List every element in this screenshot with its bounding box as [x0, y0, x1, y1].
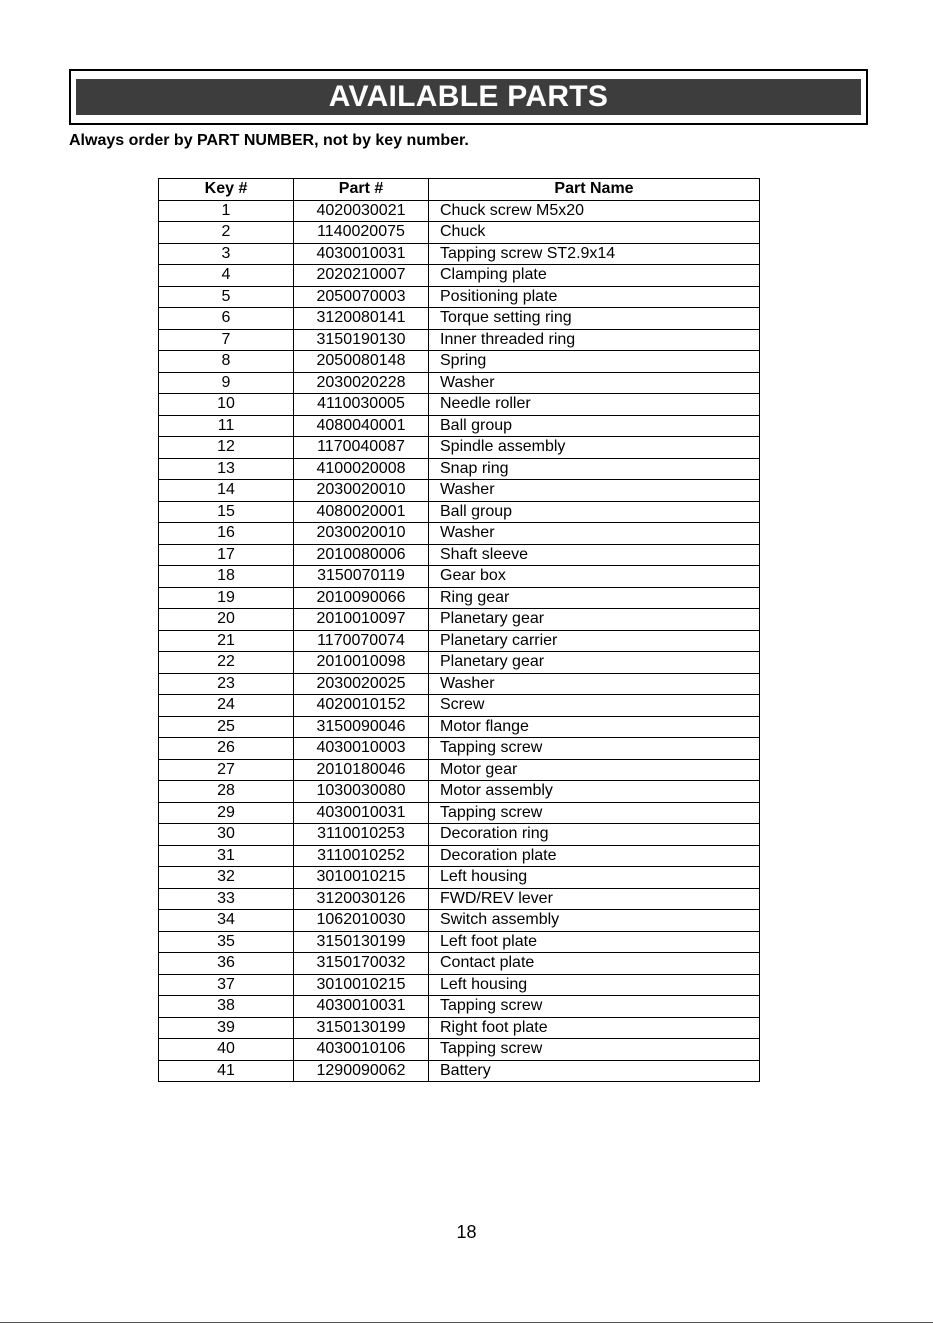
part-name-cell: Motor flange — [429, 716, 760, 738]
part-number-cell: 4020010152 — [294, 695, 429, 717]
part-number-cell: 1170070074 — [294, 630, 429, 652]
part-number-cell: 3150170032 — [294, 953, 429, 975]
key-cell: 13 — [159, 458, 294, 480]
table-row — [159, 845, 760, 867]
part-name-cell: Snap ring — [429, 458, 760, 480]
part-name-cell: Shaft sleeve — [429, 544, 760, 566]
part-number-cell: 2050070003 — [294, 286, 429, 308]
table-row — [159, 695, 760, 717]
part-name-cell: Spindle assembly — [429, 437, 760, 459]
part-number-cell: 3120030126 — [294, 888, 429, 910]
table-row — [159, 480, 760, 502]
part-number-cell: 4020030021 — [294, 200, 429, 222]
table-row — [159, 1017, 760, 1039]
key-cell: 24 — [159, 695, 294, 717]
key-cell: 3 — [159, 243, 294, 265]
key-cell: 6 — [159, 308, 294, 330]
part-name-cell: Screw — [429, 695, 760, 717]
key-cell: 37 — [159, 974, 294, 996]
part-name-cell: Gear box — [429, 566, 760, 588]
key-cell: 4 — [159, 265, 294, 287]
part-name-cell: FWD/REV lever — [429, 888, 760, 910]
table-row — [159, 566, 760, 588]
part-name-cell: Clamping plate — [429, 265, 760, 287]
key-cell: 30 — [159, 824, 294, 846]
part-name-cell: Chuck — [429, 222, 760, 244]
key-cell: 27 — [159, 759, 294, 781]
part-number-cell: 2030020228 — [294, 372, 429, 394]
key-cell: 35 — [159, 931, 294, 953]
key-cell: 23 — [159, 673, 294, 695]
part-number-cell: 2030020025 — [294, 673, 429, 695]
table-row — [159, 716, 760, 738]
table-row — [159, 544, 760, 566]
part-name-cell: Decoration ring — [429, 824, 760, 846]
part-name-cell: Ball group — [429, 501, 760, 523]
part-number-cell: 2010010098 — [294, 652, 429, 674]
key-cell: 21 — [159, 630, 294, 652]
key-cell: 26 — [159, 738, 294, 760]
key-cell: 8 — [159, 351, 294, 373]
table-row — [159, 587, 760, 609]
page-number: 18 — [456, 1222, 477, 1242]
part-name-cell: Tapping screw ST2.9x14 — [429, 243, 760, 265]
table-row — [159, 243, 760, 265]
table-row — [159, 759, 760, 781]
part-number-cell: 4080040001 — [294, 415, 429, 437]
part-name-cell: Motor assembly — [429, 781, 760, 803]
part-name-cell: Ring gear — [429, 587, 760, 609]
part-number-cell: 2010180046 — [294, 759, 429, 781]
table-row — [159, 501, 760, 523]
table-row — [159, 351, 760, 373]
part-name-cell: Positioning plate — [429, 286, 760, 308]
page-title: AVAILABLE PARTS — [76, 79, 861, 115]
part-name-cell: Needle roller — [429, 394, 760, 416]
part-number-cell: 4100020008 — [294, 458, 429, 480]
key-cell: 11 — [159, 415, 294, 437]
part-name-cell: Washer — [429, 480, 760, 502]
table-row — [159, 953, 760, 975]
part-number-cell: 1030030080 — [294, 781, 429, 803]
key-cell: 36 — [159, 953, 294, 975]
part-name-cell: Washer — [429, 673, 760, 695]
table-row — [159, 222, 760, 244]
part-number-cell: 4030010031 — [294, 802, 429, 824]
part-number-cell: 2010010097 — [294, 609, 429, 631]
part-number-cell: 3150190130 — [294, 329, 429, 351]
key-cell: 10 — [159, 394, 294, 416]
table-row — [159, 738, 760, 760]
table-row — [159, 652, 760, 674]
column-header-part-name: Part Name — [429, 179, 760, 201]
part-name-cell: Tapping screw — [429, 738, 760, 760]
part-number-cell: 4030010003 — [294, 738, 429, 760]
part-name-cell: Planetary carrier — [429, 630, 760, 652]
part-number-cell: 1170040087 — [294, 437, 429, 459]
column-header-part-number: Part # — [294, 179, 429, 201]
part-number-cell: 2050080148 — [294, 351, 429, 373]
part-name-cell: Motor gear — [429, 759, 760, 781]
table-row — [159, 781, 760, 803]
table-row — [159, 996, 760, 1018]
table-row — [159, 1060, 760, 1082]
key-cell: 28 — [159, 781, 294, 803]
key-cell: 12 — [159, 437, 294, 459]
part-name-cell: Switch assembly — [429, 910, 760, 932]
table-row — [159, 394, 760, 416]
part-number-cell: 4030010106 — [294, 1039, 429, 1061]
key-cell: 41 — [159, 1060, 294, 1082]
key-cell: 14 — [159, 480, 294, 502]
part-number-cell: 3010010215 — [294, 974, 429, 996]
key-cell: 38 — [159, 996, 294, 1018]
parts-table — [158, 178, 760, 1082]
key-cell: 19 — [159, 587, 294, 609]
key-cell: 29 — [159, 802, 294, 824]
table-row — [159, 824, 760, 846]
part-number-cell: 2010080006 — [294, 544, 429, 566]
part-number-cell: 4110030005 — [294, 394, 429, 416]
key-cell: 1 — [159, 200, 294, 222]
part-number-cell: 3150130199 — [294, 931, 429, 953]
title-frame — [69, 69, 868, 125]
part-number-cell: 1290090062 — [294, 1060, 429, 1082]
part-name-cell: Inner threaded ring — [429, 329, 760, 351]
key-cell: 5 — [159, 286, 294, 308]
table-row — [159, 888, 760, 910]
key-cell: 33 — [159, 888, 294, 910]
key-cell: 15 — [159, 501, 294, 523]
order-instruction: Always order by PART NUMBER, not by key number. — [69, 132, 469, 149]
key-cell: 22 — [159, 652, 294, 674]
part-number-cell: 2020210007 — [294, 265, 429, 287]
part-number-cell: 2030020010 — [294, 523, 429, 545]
key-cell: 34 — [159, 910, 294, 932]
part-number-cell: 4030010031 — [294, 243, 429, 265]
part-name-cell: Planetary gear — [429, 652, 760, 674]
table-row — [159, 523, 760, 545]
part-number-cell: 2010090066 — [294, 587, 429, 609]
part-name-cell: Decoration plate — [429, 845, 760, 867]
part-number-cell: 3150070119 — [294, 566, 429, 588]
part-number-cell: 3010010215 — [294, 867, 429, 889]
table-row — [159, 372, 760, 394]
part-number-cell: 3110010253 — [294, 824, 429, 846]
key-cell: 20 — [159, 609, 294, 631]
part-number-cell: 3110010252 — [294, 845, 429, 867]
part-name-cell: Left foot plate — [429, 931, 760, 953]
table-row — [159, 329, 760, 351]
part-name-cell: Battery — [429, 1060, 760, 1082]
key-cell: 25 — [159, 716, 294, 738]
table-row — [159, 802, 760, 824]
part-name-cell: Left housing — [429, 974, 760, 996]
table-row — [159, 200, 760, 222]
parts-table-body — [159, 200, 760, 1082]
part-number-cell: 3120080141 — [294, 308, 429, 330]
part-name-cell: Chuck screw M5x20 — [429, 200, 760, 222]
table-row — [159, 437, 760, 459]
key-cell: 40 — [159, 1039, 294, 1061]
part-name-cell: Contact plate — [429, 953, 760, 975]
key-cell: 7 — [159, 329, 294, 351]
key-cell: 32 — [159, 867, 294, 889]
table-row — [159, 673, 760, 695]
table-row — [159, 931, 760, 953]
part-number-cell: 2030020010 — [294, 480, 429, 502]
part-number-cell: 4030010031 — [294, 996, 429, 1018]
part-name-cell: Tapping screw — [429, 996, 760, 1018]
table-row — [159, 458, 760, 480]
part-name-cell: Tapping screw — [429, 802, 760, 824]
key-cell: 18 — [159, 566, 294, 588]
part-name-cell: Spring — [429, 351, 760, 373]
table-row — [159, 415, 760, 437]
part-number-cell: 3150090046 — [294, 716, 429, 738]
part-name-cell: Right foot plate — [429, 1017, 760, 1039]
part-name-cell: Tapping screw — [429, 1039, 760, 1061]
bottom-divider — [0, 1322, 933, 1323]
part-number-cell: 3150130199 — [294, 1017, 429, 1039]
key-cell: 17 — [159, 544, 294, 566]
table-row — [159, 630, 760, 652]
part-name-cell: Washer — [429, 523, 760, 545]
part-name-cell: Left housing — [429, 867, 760, 889]
table-row — [159, 609, 760, 631]
table-header-row — [159, 179, 760, 201]
table-row — [159, 974, 760, 996]
table-row — [159, 867, 760, 889]
part-name-cell: Ball group — [429, 415, 760, 437]
key-cell: 39 — [159, 1017, 294, 1039]
table-row — [159, 1039, 760, 1061]
column-header-key: Key # — [159, 179, 294, 201]
table-row — [159, 910, 760, 932]
table-row — [159, 286, 760, 308]
key-cell: 2 — [159, 222, 294, 244]
part-number-cell: 1062010030 — [294, 910, 429, 932]
key-cell: 16 — [159, 523, 294, 545]
part-name-cell: Torque setting ring — [429, 308, 760, 330]
key-cell: 9 — [159, 372, 294, 394]
table-row — [159, 308, 760, 330]
part-number-cell: 1140020075 — [294, 222, 429, 244]
table-row — [159, 265, 760, 287]
part-name-cell: Washer — [429, 372, 760, 394]
part-number-cell: 4080020001 — [294, 501, 429, 523]
part-name-cell: Planetary gear — [429, 609, 760, 631]
key-cell: 31 — [159, 845, 294, 867]
